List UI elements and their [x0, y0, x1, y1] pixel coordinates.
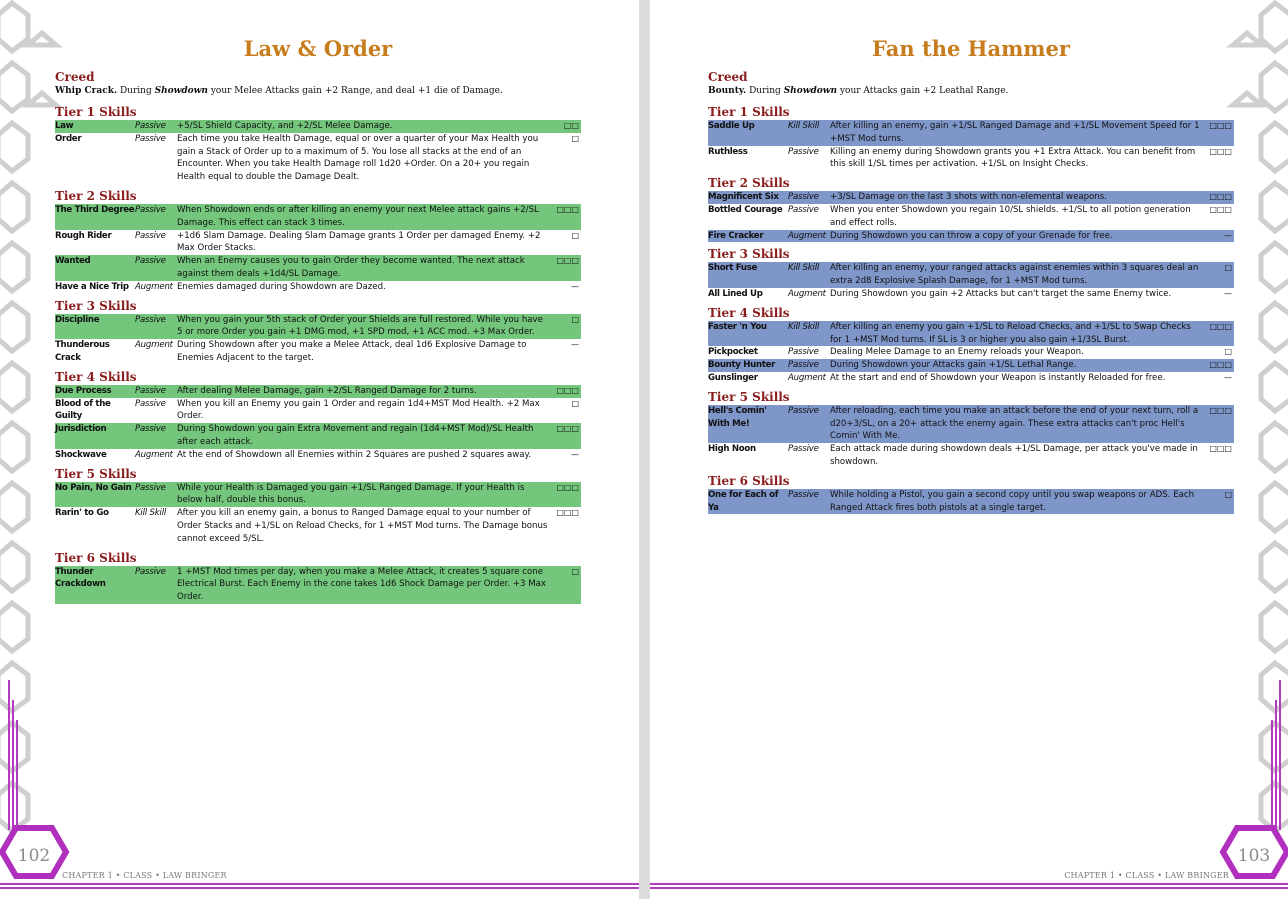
- skill-name: All Lined Up: [708, 288, 763, 299]
- skill-level-boxes[interactable]: □: [571, 314, 579, 324]
- skill-type: Passive: [135, 230, 166, 241]
- skill-name: The Third Degree: [55, 204, 135, 215]
- skill-desc: After killing an enemy, your ranged attacks against enemies within 3 squares deal an extra 2d8 Explosive Splash Damage, for 1 +MST Mod turns.: [830, 263, 1199, 287]
- skill-desc: 1 +MST Mod times per day, when you make a Melee Attack, it creates 5 square cone Electrical Burst. Each Enemy in the cone takes 1d6 Shock Damage per Order. +3 Max Order.: [177, 566, 546, 603]
- tier-heading: Tier 1 Skills: [708, 105, 790, 119]
- skill-level-boxes[interactable]: □□□: [556, 482, 579, 492]
- skill-level-boxes[interactable]: □□□: [556, 385, 579, 395]
- skill-row: [55, 314, 581, 340]
- skill-level-boxes[interactable]: □□□: [556, 508, 579, 518]
- skill-level-boxes[interactable]: □: [571, 398, 579, 408]
- skill-row: [55, 398, 581, 424]
- skill-row: [55, 482, 581, 508]
- skill-desc: During Showdown you gain Extra Movement and regain (1d4+MST Mod)/SL Health after each attack.: [177, 424, 534, 447]
- skill-name: No Pain, No Gain: [55, 482, 132, 493]
- skill-level-boxes[interactable]: □: [1224, 489, 1232, 499]
- skill-level-boxes[interactable]: □□□: [1209, 444, 1232, 454]
- skill-type: Passive: [788, 192, 819, 203]
- tier-heading: Tier 3 Skills: [708, 247, 790, 262]
- skill-name: Rough Rider: [55, 230, 112, 241]
- skill-desc: When you gain your 5th stack of Order your Shields are full restored. While you have 5 or more Order you gain +1 DMG mod, +1 SPD mod, +1 ACC mod. +3 Max Order.: [177, 314, 543, 338]
- skill-type: Augment: [135, 340, 173, 351]
- skill-type: Passive: [135, 133, 166, 144]
- skill-desc: When Showdown ends or after killing an enemy your next Melee attack gains +2/SL Damage. This effect can stack 3 times.: [177, 204, 539, 228]
- skill-desc: After killing an enemy, gain +1/SL Ranged Damage and +1/SL Movement Speed for 1 +MST Mod turns.: [830, 121, 1200, 144]
- skill-level-boxes[interactable]: □□□: [1209, 146, 1232, 156]
- tier-heading: Tier 4 Skills: [55, 369, 137, 384]
- skill-level-boxes[interactable]: —: [1224, 288, 1232, 298]
- skill-type: Augment: [788, 230, 826, 241]
- skill-level-boxes[interactable]: —: [571, 449, 579, 459]
- tier-heading: Tier 1 Skills: [55, 105, 137, 119]
- skill-level-boxes[interactable]: —: [1224, 372, 1232, 382]
- skill-desc: After killing an enemy you gain +1/SL to Reload Checks, and +1/SL to Swap Checks for 1 +MST Mod turns. If SL is 3 or higher you also gain +1/3SL Burst.: [830, 321, 1191, 345]
- skill-row: [55, 339, 581, 365]
- skill-row: [708, 405, 1234, 443]
- skill-row: [708, 191, 1234, 204]
- skill-level-boxes[interactable]: □□□: [1209, 321, 1232, 331]
- skill-type: Passive: [788, 347, 819, 358]
- skill-desc: While your Health is Damaged you gain +1/SL Ranged Damage. If your Health is below half, double this bonus.: [177, 482, 525, 506]
- skill-row: [55, 133, 581, 184]
- skill-desc: During Showdown after you make a Melee Attack, deal 1d6 Explosive Damage to Enemies Adjacent to the target.: [177, 340, 527, 363]
- skill-row: [55, 281, 581, 294]
- skill-name: Thunderous Crack: [55, 340, 110, 363]
- skill-name: Hell's Comin' With Me!: [708, 405, 767, 429]
- skill-desc: When you enter Showdown you regain 10/SL shields. +1/SL to all potion generation and effect rolls.: [830, 204, 1191, 228]
- skill-desc: During Showdown you can throw a copy of your Grenade for free.: [830, 230, 1113, 241]
- skill-desc: After reloading, each time you make an attack before the end of your next turn, roll a d20+3/SL, on a 20+ attack the enemy again. These extra attacks can't proc Hell's Comin' With Me.: [830, 405, 1199, 442]
- skill-type: Passive: [788, 405, 819, 416]
- skill-row: [708, 288, 1234, 301]
- skill-level-boxes[interactable]: □: [1224, 263, 1232, 273]
- skill-type: Passive: [788, 489, 819, 500]
- skill-level-boxes[interactable]: □□□: [556, 204, 579, 214]
- skill-name: Discipline: [55, 314, 100, 325]
- skill-name: Short Fuse: [708, 263, 758, 274]
- creed-text: [708, 84, 1234, 98]
- creed-post: your Attacks gain +2 Leathal Range.: [837, 86, 1009, 96]
- skill-name: Pickpocket: [708, 347, 758, 358]
- skill-row: [55, 255, 581, 281]
- skill-name: Have a Nice Trip: [55, 281, 129, 292]
- skill-row: [708, 321, 1234, 347]
- skill-level-boxes[interactable]: □□□: [1209, 121, 1232, 130]
- skill-level-boxes[interactable]: □□□: [1209, 192, 1232, 202]
- skill-level-boxes[interactable]: □: [571, 230, 579, 240]
- skill-desc: Killing an enemy during Showdown grants you +1 Extra Attack. You can benefit from this skill 1/SL times per activation. +1/SL on Insight Checks.: [830, 146, 1196, 170]
- skill-desc: At the start and end of Showdown your Weapon is instantly Reloaded for free.: [830, 372, 1166, 383]
- skill-desc: +5/SL Shield Capacity, and +2/SL Melee Damage.: [177, 121, 393, 131]
- skill-type: Passive: [135, 204, 166, 215]
- creed-heading: Creed: [708, 70, 748, 84]
- skill-row: [55, 120, 581, 133]
- page-number: 102: [17, 846, 51, 866]
- skill-type: Passive: [788, 204, 819, 215]
- skill-row: [55, 566, 581, 604]
- page-title: Law & Order: [243, 36, 393, 61]
- skill-name: Bounty Hunter: [708, 360, 776, 371]
- skill-type: Kill Skill: [788, 263, 820, 274]
- skill-level-boxes[interactable]: —: [571, 340, 579, 350]
- skill-level-boxes[interactable]: □□□: [556, 256, 579, 266]
- skill-column: [55, 36, 581, 604]
- tier-heading: Tier 6 Skills: [55, 550, 137, 565]
- tier-heading: Tier 5 Skills: [708, 389, 790, 404]
- skill-type: Passive: [788, 146, 819, 157]
- creed-pre: During: [749, 86, 784, 96]
- skill-level-boxes[interactable]: □□□: [1209, 405, 1232, 415]
- skill-desc: At the end of Showdown all Enemies within 2 Squares are pushed 2 squares away.: [177, 449, 532, 460]
- page-title: Fan the Hammer: [872, 36, 1070, 61]
- skill-name: High Noon: [708, 444, 756, 455]
- skill-row: [55, 507, 581, 545]
- skill-desc: When an Enemy causes you to gain Order they become wanted. The next attack against them deals +1d4/SL Damage.: [177, 256, 525, 279]
- skill-row: [55, 204, 581, 230]
- skill-type: Kill Skill: [135, 508, 167, 519]
- page-number: 103: [1237, 846, 1271, 866]
- skill-desc: During Showdown you gain +2 Attacks but can't target the same Enemy twice.: [830, 288, 1172, 299]
- skill-name: Gunslinger: [708, 372, 758, 383]
- skill-name: Shockwave: [55, 449, 107, 460]
- tier-heading: Tier 4 Skills: [708, 305, 790, 320]
- skill-type: Augment: [788, 372, 826, 383]
- skill-type: Passive: [135, 256, 166, 267]
- skill-row: [708, 204, 1234, 230]
- creed-heading: Creed: [55, 70, 95, 84]
- skill-name: Law: [55, 121, 74, 131]
- skill-type: Passive: [135, 121, 166, 131]
- skill-row: [708, 372, 1234, 385]
- skill-name: Faster 'n You: [708, 321, 767, 332]
- skill-name: Jurisdiction: [55, 424, 107, 435]
- skill-level-boxes[interactable]: □□□: [556, 424, 579, 434]
- skill-row: [708, 346, 1234, 359]
- skill-type: Passive: [135, 314, 166, 325]
- skill-type: Passive: [135, 482, 166, 493]
- tier-heading: Tier 6 Skills: [708, 473, 790, 488]
- skill-row: [708, 146, 1234, 172]
- skill-name: Wanted: [55, 256, 91, 267]
- skill-type: Passive: [135, 398, 166, 409]
- skill-name: Saddle Up: [708, 121, 755, 131]
- skill-desc: Each attack made during showdown deals +1/SL Damage, per attack you've made in showdown.: [830, 444, 1198, 467]
- skill-name: Thunder Crackdown: [55, 566, 106, 590]
- skill-type: Passive: [135, 385, 166, 396]
- skill-type: Kill Skill: [788, 321, 820, 332]
- skill-type: Kill Skill: [788, 121, 820, 131]
- creed-name: Whip Crack.: [55, 86, 118, 96]
- creed-name: Bounty.: [708, 86, 747, 96]
- creed-text: [55, 84, 581, 98]
- page-footer: CHAPTER 1 • CLASS • LAW BRINGER: [1064, 871, 1229, 880]
- tier-heading: Tier 2 Skills: [55, 188, 137, 203]
- skill-desc: +1d6 Slam Damage. Dealing Slam Damage grants 1 Order per damaged Enemy. +2 Max Order Stacks.: [177, 230, 541, 254]
- creed-post: your Melee Attacks gain +2 Range, and deal +1 die of Damage.: [207, 86, 503, 96]
- skill-desc: When you kill an Enemy you gain 1 Order and regain 1d4+MST Mod Health. +2 Max Order.: [177, 398, 540, 422]
- skill-desc: While holding a Pistol, you gain a second copy until you swap weapons or ADS. Each Ranged Attack fires both pistols at a single target.: [830, 489, 1195, 513]
- skill-row: [708, 359, 1234, 372]
- skill-row: [55, 230, 581, 256]
- skill-desc: Each time you take Health Damage, equal or over a quarter of your Max Health you gain a Stack of Order up to a maximum of 5. You lose all stacks at the end of an Encounter. When you take Health Damage roll 1d20 +Order. On a 20+ you regain Health equal to double the Damage Dealt.: [177, 133, 539, 183]
- skill-type: Passive: [135, 424, 166, 435]
- skill-level-boxes[interactable]: □□□: [1209, 204, 1232, 214]
- skill-type: Passive: [135, 566, 166, 577]
- skill-name: Rarin' to Go: [55, 508, 109, 519]
- tier-heading: Tier 2 Skills: [708, 176, 790, 191]
- skill-name: One for Each of Ya: [708, 489, 779, 513]
- skill-level-boxes[interactable]: □□: [563, 121, 579, 130]
- skill-level-boxes[interactable]: □□□: [1209, 360, 1232, 370]
- skill-name: Due Process: [55, 385, 112, 396]
- skill-row: [708, 120, 1234, 146]
- skill-row: [708, 262, 1234, 288]
- skill-type: Passive: [788, 444, 819, 455]
- skill-level-boxes[interactable]: □: [1224, 347, 1232, 357]
- skill-desc: After you kill an enemy gain, a bonus to Ranged Damage equal to your number of Order Stacks and +1/SL on Reload Checks, for 1 +MST Mod turns. The Damage bonus cannot exceed 5/SL.: [177, 508, 548, 544]
- skill-column: [708, 36, 1234, 514]
- skill-desc: During Showdown your Attacks gain +1/SL Lethal Range.: [830, 360, 1077, 371]
- skill-row: [708, 443, 1234, 469]
- skill-row: [708, 489, 1234, 515]
- tier-heading: Tier 5 Skills: [55, 466, 137, 481]
- skill-row: [708, 230, 1234, 243]
- skill-name: Blood of the Guilty: [55, 398, 111, 422]
- skill-level-boxes[interactable]: □: [571, 566, 579, 576]
- skill-type: Augment: [788, 288, 826, 299]
- skill-desc: Dealing Melee Damage to an Enemy reloads your Weapon.: [830, 347, 1084, 358]
- skill-name: Bottled Courage: [708, 204, 783, 215]
- left-page: [0, 0, 639, 899]
- page-footer: CHAPTER 1 • CLASS • LAW BRINGER: [62, 871, 227, 880]
- skill-name: Order: [55, 133, 82, 144]
- right-page: [650, 0, 1288, 899]
- skill-type: Passive: [788, 360, 819, 371]
- skill-name: Ruthless: [708, 146, 748, 157]
- skill-row: [55, 385, 581, 398]
- skill-name: Magnificent Six: [708, 192, 779, 203]
- skill-row: [55, 423, 581, 449]
- skill-type: Augment: [135, 449, 173, 460]
- skill-type: Augment: [135, 281, 173, 292]
- skill-level-boxes[interactable]: □: [571, 133, 579, 143]
- tier-heading: Tier 3 Skills: [55, 298, 137, 313]
- creed-keyword: Showdown: [154, 86, 208, 96]
- skill-name: Fire Cracker: [708, 230, 764, 241]
- skill-desc: After dealing Melee Damage, gain +2/SL Ranged Damage for 2 turns.: [177, 385, 477, 396]
- skill-desc: +3/SL Damage on the last 3 shots with non-elemental weapons.: [830, 192, 1107, 203]
- skill-row: [55, 449, 581, 462]
- skill-level-boxes[interactable]: —: [1224, 230, 1232, 240]
- skill-level-boxes[interactable]: —: [571, 281, 579, 291]
- skill-desc: Enemies damaged during Showdown are Dazed.: [177, 281, 386, 292]
- creed-pre: During: [119, 86, 155, 96]
- creed-keyword: Showdown: [783, 86, 838, 96]
